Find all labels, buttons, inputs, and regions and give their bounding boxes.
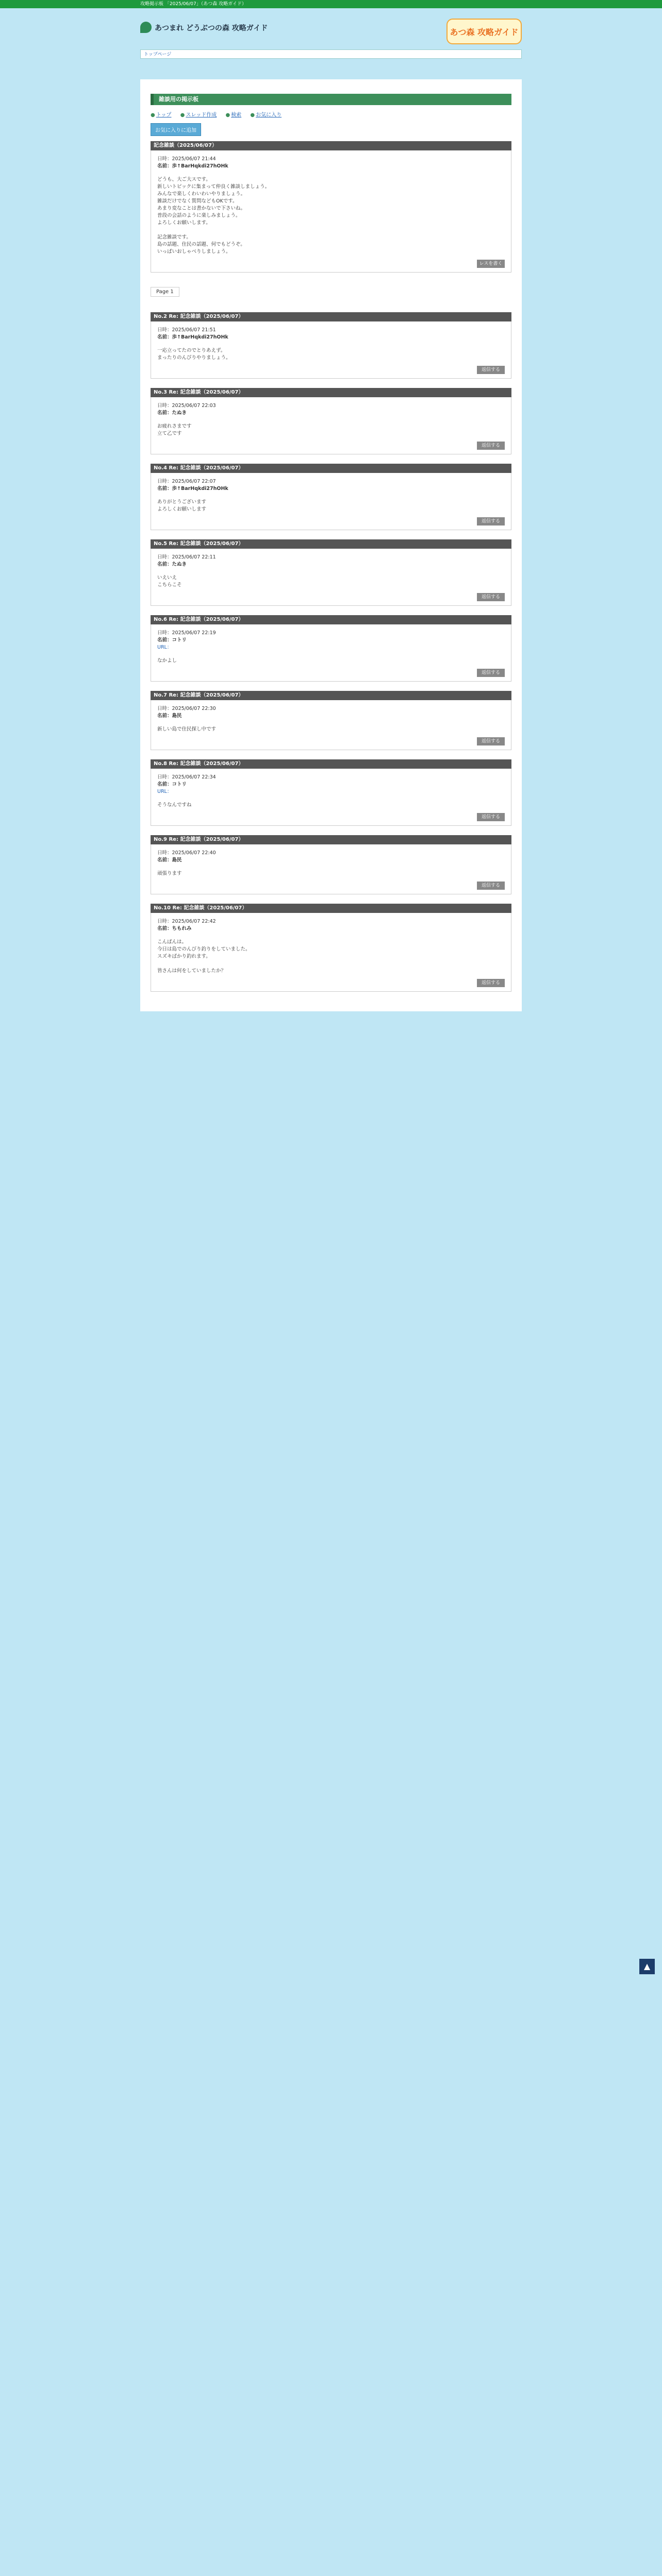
post-number: No.10	[154, 905, 171, 911]
logo-text: あつ森 攻略ガイド	[450, 27, 519, 37]
post-date: 日時：2025/06/07 22:30	[157, 706, 216, 711]
leaf-icon	[140, 22, 152, 33]
post-header	[151, 388, 511, 397]
pager-label: Page	[156, 289, 169, 295]
post-body	[151, 844, 511, 894]
post-date: 日時：2025/06/07 21:51	[157, 327, 216, 333]
reply-button[interactable]: レスを書く	[477, 260, 505, 268]
favorite-icon: ●	[250, 112, 255, 118]
author-name: 名前：歩↑BarHqkdi27hOHk	[157, 334, 228, 340]
post-content: どうも、大ご大スです。 新しいトピックに集まって仲良く雑談しましょう。 みんなで楽しくわいわいやりましょう。 雑談だけでなく質問などもOKです。 あまり変なことは書かないで下さいね。 普段の会話のように楽しみましょう。 よろしくお願いします。 記念雑談です。 島の話題、住民の話題、何でもどうぞ。 いっぱいおしゃべりしましょう。	[157, 177, 270, 255]
reply-button[interactable]: 返信する	[477, 979, 505, 987]
add-favorite-button[interactable]: お気に入りに追加	[151, 123, 201, 136]
post-list	[151, 312, 511, 992]
post-author	[157, 781, 505, 788]
post-item	[151, 388, 511, 454]
post-url-link[interactable]: URL：	[157, 645, 172, 650]
post-author	[157, 410, 505, 417]
create-icon: ●	[180, 112, 185, 118]
author-name: 名前：歩↑BarHqkdi27hOHk	[157, 486, 228, 492]
main-content	[140, 79, 522, 1011]
post-body	[151, 549, 511, 606]
post-content: こんばんは。 今日は島でのんびり釣りをしていました。 スズキばかり釣れます。 皆さんは何をしていましたか？	[157, 939, 251, 974]
page-top-button[interactable]: ▲	[639, 1959, 655, 1974]
reply-button[interactable]: 返信する	[477, 737, 505, 745]
post-author	[157, 561, 505, 568]
post-content: お疲れさまです 立て乙です	[157, 423, 192, 436]
reply-button[interactable]: 返信する	[477, 669, 505, 677]
author-name: 名前：たぬき	[157, 562, 187, 567]
post-date: 日時：2025/06/07 21:44	[157, 156, 216, 162]
post-author	[157, 925, 505, 933]
thread-title: 記念雑談（2025/06/07）	[151, 141, 511, 150]
post-number: No.7	[154, 692, 167, 698]
post-date: 日時：2025/06/07 22:07	[157, 479, 216, 484]
post-content: 頑張ります	[157, 871, 182, 876]
board-nav	[151, 110, 511, 118]
reply-button[interactable]: 返信する	[477, 813, 505, 821]
post-item	[151, 464, 511, 530]
post-number: No.8	[154, 761, 167, 767]
post-header	[151, 835, 511, 844]
post-number: No.2	[154, 314, 167, 319]
post-item	[151, 835, 511, 894]
site-header	[140, 8, 522, 45]
post-date: 日時：2025/06/07 22:03	[157, 403, 216, 409]
post-item	[151, 615, 511, 682]
post-item	[151, 312, 511, 379]
post-title: Re: 記念雑談（2025/06/07）	[169, 837, 244, 842]
nav-favorite-link[interactable]: お気に入り	[256, 112, 282, 118]
post-title: Re: 記念雑談（2025/06/07）	[172, 905, 247, 911]
post-item	[151, 691, 511, 750]
post-item	[151, 539, 511, 606]
author-name: 名前：たぬき	[157, 410, 187, 416]
post-content: 一応立ってたのでとりあえず。 まったりのんびりやりましょう。	[157, 348, 231, 361]
reply-button[interactable]: 返信する	[477, 882, 505, 890]
site-title[interactable]: あつまれ どうぶつの森 攻略ガイド	[155, 24, 268, 32]
post-header	[151, 464, 511, 473]
author-name: 名前：ちもれみ	[157, 926, 192, 931]
post-header	[151, 615, 511, 624]
breadcrumb	[140, 49, 522, 59]
post-number: No.6	[154, 617, 167, 622]
post-item	[151, 904, 511, 992]
pager	[151, 287, 179, 297]
pager-current[interactable]: 1	[170, 289, 174, 295]
home-icon: ●	[151, 112, 155, 118]
post-body	[151, 769, 511, 826]
post-header	[151, 759, 511, 769]
author-name: 名前：島民	[157, 857, 182, 863]
post-date: 日時：2025/06/07 22:34	[157, 774, 216, 780]
reply-button[interactable]: 返信する	[477, 593, 505, 601]
author-name: 名前：コトリ	[157, 782, 187, 787]
post-body	[151, 473, 511, 530]
post-author	[157, 163, 505, 170]
post-number: No.9	[154, 837, 167, 842]
post-author	[157, 334, 505, 341]
post-url	[157, 788, 505, 795]
post-body	[151, 913, 511, 992]
nav-create-link[interactable]: スレッド作成	[186, 112, 217, 118]
post-author	[157, 637, 505, 644]
post-url-link[interactable]: URL：	[157, 789, 172, 794]
post-body	[151, 321, 511, 379]
post-header	[151, 691, 511, 700]
post-content: ありがとうございます よろしくお願いします	[157, 499, 207, 512]
post-title: Re: 記念雑談（2025/06/07）	[169, 692, 244, 698]
author-name: 名前：歩↑BarHqkdi27hOHk	[157, 163, 228, 169]
site-logo[interactable]	[446, 19, 522, 44]
nav-top-link[interactable]: トップ	[156, 112, 172, 118]
post-header	[151, 904, 511, 913]
post-header	[151, 539, 511, 549]
post-content: いえいえ こちらこそ	[157, 575, 182, 588]
nav-search-link[interactable]: 検索	[231, 112, 242, 118]
post-author	[157, 713, 505, 720]
post-content: そうなんですね	[157, 802, 192, 808]
post-title: Re: 記念雑談（2025/06/07）	[169, 314, 244, 319]
top-bar-text: 攻略掲示板 「2025/06/07」（あつ森 攻略ガイド）	[140, 2, 246, 7]
post-author	[157, 485, 505, 493]
section-title: 雑談用の掲示板	[151, 94, 511, 105]
author-name: 名前：コトリ	[157, 637, 187, 643]
post-url	[157, 644, 505, 651]
post-date: 日時：2025/06/07 22:19	[157, 630, 216, 636]
post-title: Re: 記念雑談（2025/06/07）	[169, 465, 244, 471]
post-title: Re: 記念雑談（2025/06/07）	[169, 389, 244, 395]
post-body	[151, 397, 511, 454]
post-content: 新しい島で住民探し中です	[157, 726, 217, 732]
search-icon: ●	[225, 112, 230, 118]
reply-button[interactable]: 返信する	[477, 442, 505, 450]
post-header	[151, 312, 511, 321]
reply-button[interactable]: 返信する	[477, 517, 505, 526]
post-number: No.4	[154, 465, 167, 471]
author-name: 名前：島民	[157, 713, 182, 719]
post-title: Re: 記念雑談（2025/06/07）	[169, 541, 244, 547]
post-item	[151, 759, 511, 826]
post-author	[157, 857, 505, 864]
post-title: Re: 記念雑談（2025/06/07）	[169, 761, 244, 767]
breadcrumb-home-link[interactable]: トップページ	[144, 52, 172, 57]
reply-button[interactable]: 返信する	[477, 366, 505, 374]
post-date: 日時：2025/06/07 22:42	[157, 919, 216, 924]
post-number: No.5	[154, 541, 167, 547]
post-body	[151, 700, 511, 750]
thread-op	[151, 141, 511, 273]
post-content: なかよし	[157, 658, 177, 664]
post-body	[151, 624, 511, 682]
post-number: No.3	[154, 389, 167, 395]
thread-body	[151, 150, 511, 273]
top-bar	[0, 0, 662, 8]
post-date: 日時：2025/06/07 22:11	[157, 554, 216, 560]
post-title: Re: 記念雑談（2025/06/07）	[169, 617, 244, 622]
post-date: 日時：2025/06/07 22:40	[157, 850, 216, 856]
